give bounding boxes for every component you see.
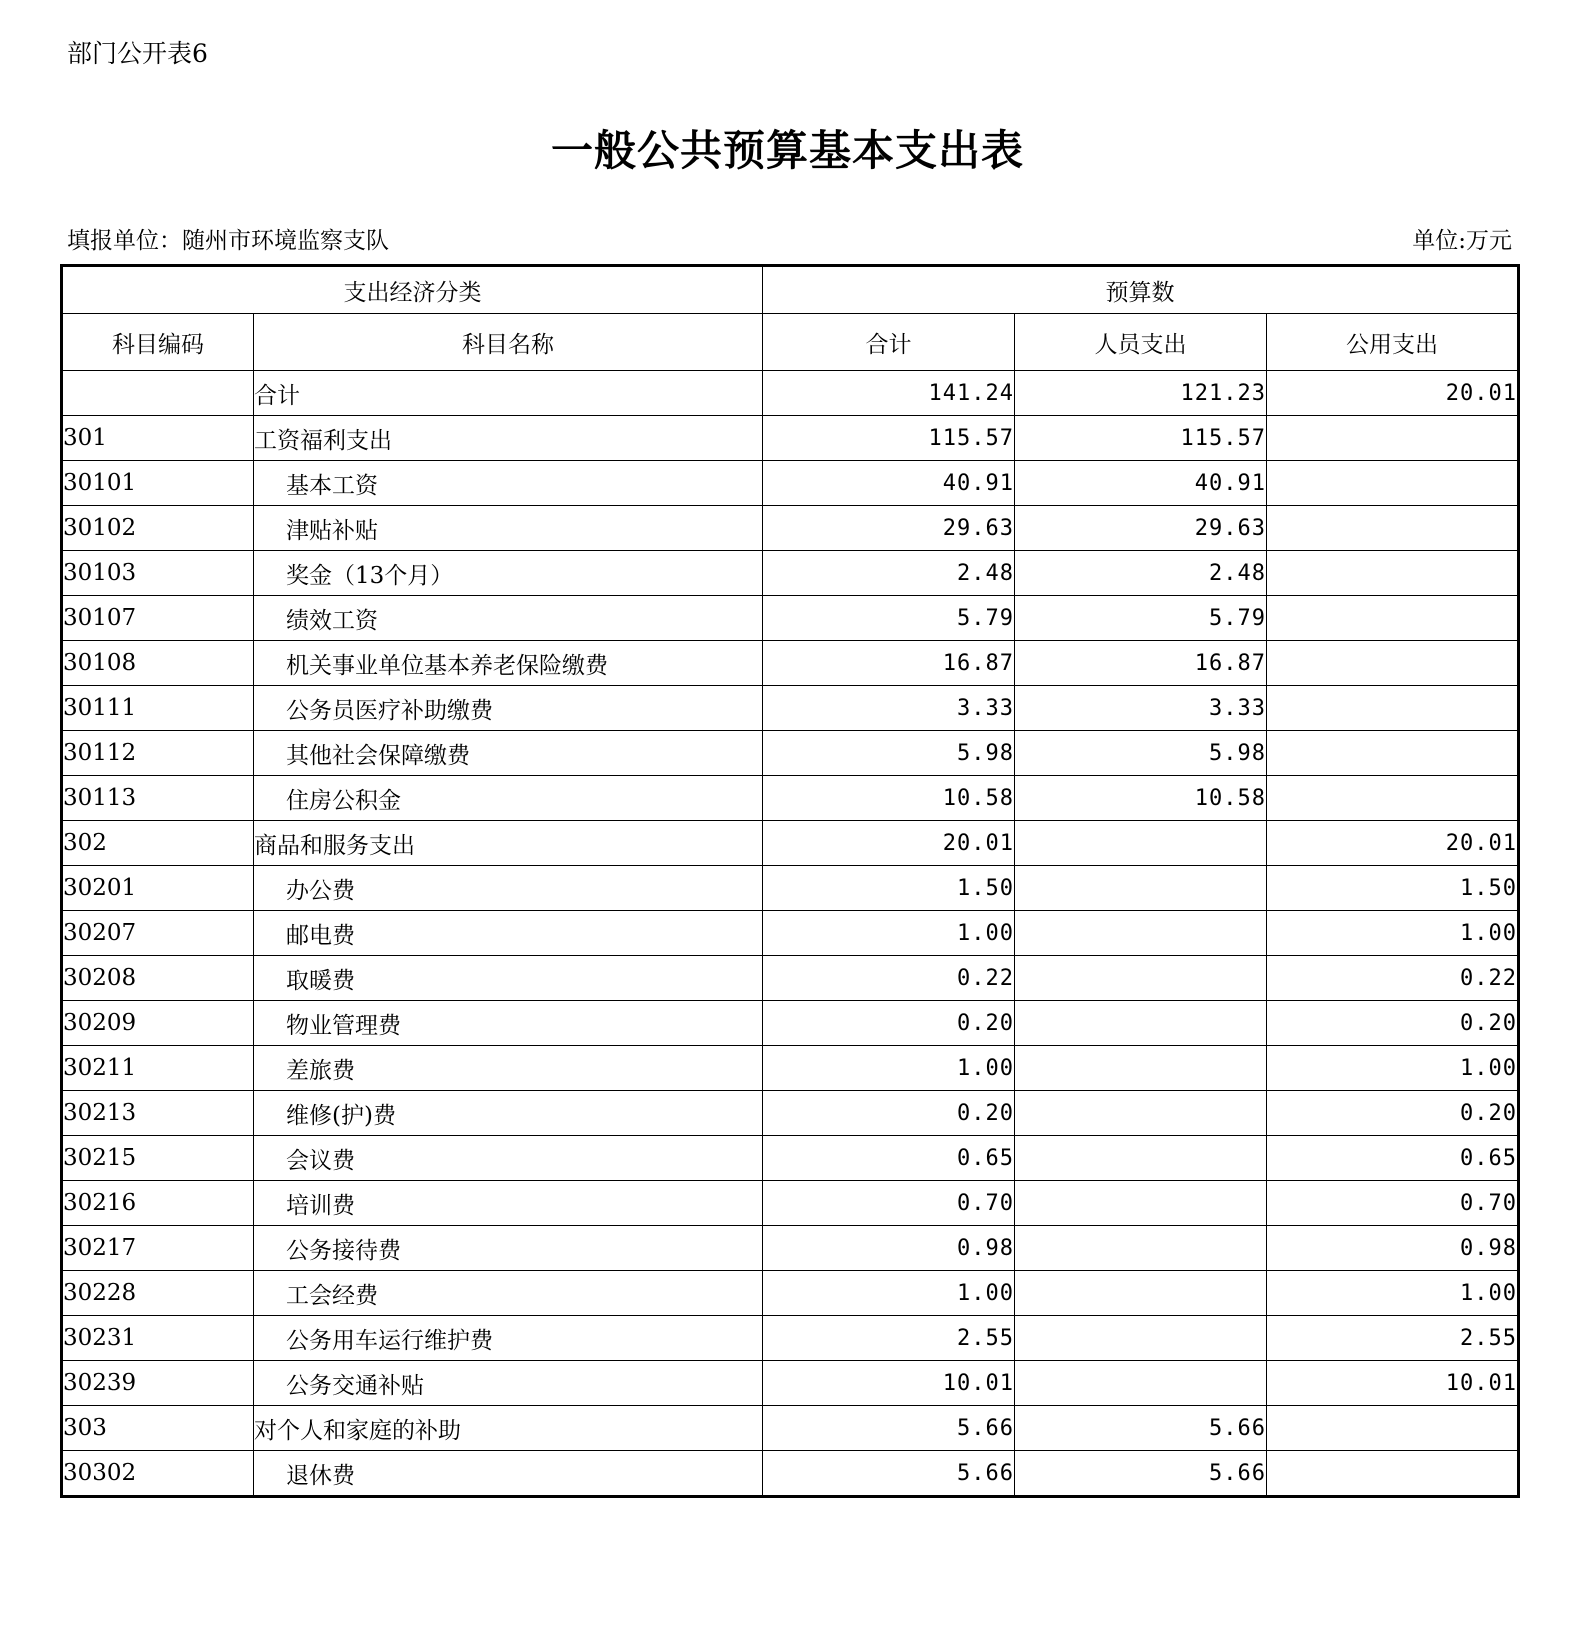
table-row <box>62 1001 1519 1046</box>
cell-total: 0.20 <box>763 1001 1015 1046</box>
cell-name: 津贴补贴 <box>254 506 763 551</box>
column-header-name: 科目名称 <box>254 314 763 371</box>
table-row <box>62 416 1519 461</box>
cell-personnel: 5.66 <box>1015 1406 1267 1451</box>
cell-code: 30111 <box>62 686 254 731</box>
cell-code: 30101 <box>62 461 254 506</box>
table-code-label: 部门公开表6 <box>67 39 208 68</box>
cell-total: 3.33 <box>763 686 1015 731</box>
cell-total: 0.20 <box>763 1091 1015 1136</box>
cell-code: 30102 <box>62 506 254 551</box>
cell-name: 会议费 <box>254 1136 763 1181</box>
column-header-personnel: 人员支出 <box>1015 314 1267 371</box>
cell-name: 物业管理费 <box>254 1001 763 1046</box>
table-row <box>62 1406 1519 1451</box>
cell-name: 工会经费 <box>254 1271 763 1316</box>
cell-public: 10.01 <box>1267 1361 1519 1406</box>
cell-personnel: 5.66 <box>1015 1451 1267 1497</box>
cell-public: 20.01 <box>1267 371 1519 416</box>
cell-personnel: 121.23 <box>1015 371 1267 416</box>
cell-public <box>1267 551 1519 596</box>
table-row <box>62 1361 1519 1406</box>
cell-personnel <box>1015 821 1267 866</box>
cell-total: 141.24 <box>763 371 1015 416</box>
cell-name: 奖金（13个月） <box>254 551 763 596</box>
cell-code: 30228 <box>62 1271 254 1316</box>
table-row-total <box>62 371 1519 416</box>
cell-personnel: 10.58 <box>1015 776 1267 821</box>
cell-name: 差旅费 <box>254 1046 763 1091</box>
table-row <box>62 821 1519 866</box>
table-row <box>62 461 1519 506</box>
cell-personnel <box>1015 1091 1267 1136</box>
cell-total: 5.98 <box>763 731 1015 776</box>
cell-personnel <box>1015 1316 1267 1361</box>
cell-personnel <box>1015 956 1267 1001</box>
table-row <box>62 506 1519 551</box>
cell-total: 1.00 <box>763 911 1015 956</box>
column-header-code: 科目编码 <box>62 314 254 371</box>
cell-code: 30216 <box>62 1181 254 1226</box>
cell-name: 取暖费 <box>254 956 763 1001</box>
cell-public: 0.98 <box>1267 1226 1519 1271</box>
cell-public <box>1267 596 1519 641</box>
cell-name: 工资福利支出 <box>254 416 763 461</box>
cell-personnel: 40.91 <box>1015 461 1267 506</box>
cell-total: 10.01 <box>763 1361 1015 1406</box>
table-row <box>62 731 1519 776</box>
cell-total: 1.00 <box>763 1271 1015 1316</box>
cell-personnel <box>1015 1226 1267 1271</box>
cell-code: 30231 <box>62 1316 254 1361</box>
table-row <box>62 776 1519 821</box>
cell-name: 公务员医疗补助缴费 <box>254 686 763 731</box>
cell-personnel: 16.87 <box>1015 641 1267 686</box>
cell-public: 1.00 <box>1267 1271 1519 1316</box>
cell-total: 2.55 <box>763 1316 1015 1361</box>
cell-public: 20.01 <box>1267 821 1519 866</box>
table-row <box>62 686 1519 731</box>
cell-name: 机关事业单位基本养老保险缴费 <box>254 641 763 686</box>
cell-code: 30108 <box>62 641 254 686</box>
cell-public: 1.50 <box>1267 866 1519 911</box>
cell-total: 16.87 <box>763 641 1015 686</box>
cell-personnel: 3.33 <box>1015 686 1267 731</box>
cell-code: 30103 <box>62 551 254 596</box>
table-row <box>62 956 1519 1001</box>
cell-personnel: 5.79 <box>1015 596 1267 641</box>
table-row <box>62 1136 1519 1181</box>
header-row-group <box>62 266 1519 314</box>
cell-code: 302 <box>62 821 254 866</box>
cell-public <box>1267 731 1519 776</box>
cell-total: 2.48 <box>763 551 1015 596</box>
cell-code: 30112 <box>62 731 254 776</box>
cell-public: 0.20 <box>1267 1001 1519 1046</box>
column-header-public: 公用支出 <box>1267 314 1519 371</box>
cell-total: 0.65 <box>763 1136 1015 1181</box>
cell-public: 2.55 <box>1267 1316 1519 1361</box>
amount-unit: 单位:万元 <box>1412 228 1512 254</box>
cell-name: 其他社会保障缴费 <box>254 731 763 776</box>
cell-personnel <box>1015 911 1267 956</box>
cell-code: 30113 <box>62 776 254 821</box>
header-row-columns <box>62 314 1519 371</box>
cell-code: 30207 <box>62 911 254 956</box>
cell-code: 30302 <box>62 1451 254 1497</box>
table-row <box>62 1226 1519 1271</box>
cell-personnel <box>1015 1001 1267 1046</box>
table-row <box>62 551 1519 596</box>
cell-name: 公务交通补贴 <box>254 1361 763 1406</box>
cell-public: 0.20 <box>1267 1091 1519 1136</box>
table-row <box>62 911 1519 956</box>
cell-name: 培训费 <box>254 1181 763 1226</box>
budget-table <box>60 264 1520 1498</box>
cell-code: 30217 <box>62 1226 254 1271</box>
cell-personnel: 5.98 <box>1015 731 1267 776</box>
page-title: 一般公共预算基本支出表 <box>550 126 1024 175</box>
cell-total: 0.70 <box>763 1181 1015 1226</box>
table-row <box>62 1316 1519 1361</box>
cell-public: 0.22 <box>1267 956 1519 1001</box>
cell-code: 30215 <box>62 1136 254 1181</box>
cell-total: 115.57 <box>763 416 1015 461</box>
cell-public <box>1267 461 1519 506</box>
reporting-unit: 填报单位：随州市环境监察支队 <box>67 228 389 254</box>
cell-name: 办公费 <box>254 866 763 911</box>
cell-personnel: 2.48 <box>1015 551 1267 596</box>
cell-public: 1.00 <box>1267 1046 1519 1091</box>
cell-total: 5.66 <box>763 1406 1015 1451</box>
cell-name: 住房公积金 <box>254 776 763 821</box>
cell-total: 0.98 <box>763 1226 1015 1271</box>
cell-name: 邮电费 <box>254 911 763 956</box>
cell-name: 退休费 <box>254 1451 763 1497</box>
cell-name: 商品和服务支出 <box>254 821 763 866</box>
column-group-budget: 预算数 <box>763 266 1519 314</box>
cell-total: 1.50 <box>763 866 1015 911</box>
cell-personnel: 29.63 <box>1015 506 1267 551</box>
cell-code: 30208 <box>62 956 254 1001</box>
cell-total: 5.66 <box>763 1451 1015 1497</box>
table-row <box>62 1271 1519 1316</box>
cell-total: 1.00 <box>763 1046 1015 1091</box>
cell-total: 5.79 <box>763 596 1015 641</box>
cell-name: 合计 <box>254 371 763 416</box>
cell-code: 301 <box>62 416 254 461</box>
column-group-category: 支出经济分类 <box>62 266 763 314</box>
unit-row <box>67 222 1512 255</box>
cell-public: 1.00 <box>1267 911 1519 956</box>
cell-code: 30201 <box>62 866 254 911</box>
cell-code: 30107 <box>62 596 254 641</box>
cell-name: 公务接待费 <box>254 1226 763 1271</box>
cell-public <box>1267 506 1519 551</box>
cell-code: 30239 <box>62 1361 254 1406</box>
cell-total: 0.22 <box>763 956 1015 1001</box>
cell-public <box>1267 641 1519 686</box>
cell-public <box>1267 776 1519 821</box>
table-row <box>62 1451 1519 1497</box>
cell-personnel <box>1015 866 1267 911</box>
cell-public <box>1267 1406 1519 1451</box>
cell-public <box>1267 1451 1519 1497</box>
cell-personnel <box>1015 1361 1267 1406</box>
cell-code: 303 <box>62 1406 254 1451</box>
table-row <box>62 641 1519 686</box>
cell-public: 0.70 <box>1267 1181 1519 1226</box>
cell-code: 30209 <box>62 1001 254 1046</box>
column-header-total: 合计 <box>763 314 1015 371</box>
cell-total: 10.58 <box>763 776 1015 821</box>
cell-name: 对个人和家庭的补助 <box>254 1406 763 1451</box>
cell-code <box>62 371 254 416</box>
table-row <box>62 1091 1519 1136</box>
cell-code: 30211 <box>62 1046 254 1091</box>
cell-total: 20.01 <box>763 821 1015 866</box>
cell-code: 30213 <box>62 1091 254 1136</box>
cell-personnel: 115.57 <box>1015 416 1267 461</box>
cell-total: 29.63 <box>763 506 1015 551</box>
cell-personnel <box>1015 1271 1267 1316</box>
cell-name: 基本工资 <box>254 461 763 506</box>
cell-personnel <box>1015 1136 1267 1181</box>
cell-public <box>1267 416 1519 461</box>
table-row <box>62 1181 1519 1226</box>
cell-name: 维修(护)费 <box>254 1091 763 1136</box>
cell-name: 绩效工资 <box>254 596 763 641</box>
table-row <box>62 1046 1519 1091</box>
cell-personnel <box>1015 1046 1267 1091</box>
cell-public <box>1267 686 1519 731</box>
cell-public: 0.65 <box>1267 1136 1519 1181</box>
table-row <box>62 866 1519 911</box>
cell-name: 公务用车运行维护费 <box>254 1316 763 1361</box>
table-row <box>62 596 1519 641</box>
cell-personnel <box>1015 1181 1267 1226</box>
cell-total: 40.91 <box>763 461 1015 506</box>
